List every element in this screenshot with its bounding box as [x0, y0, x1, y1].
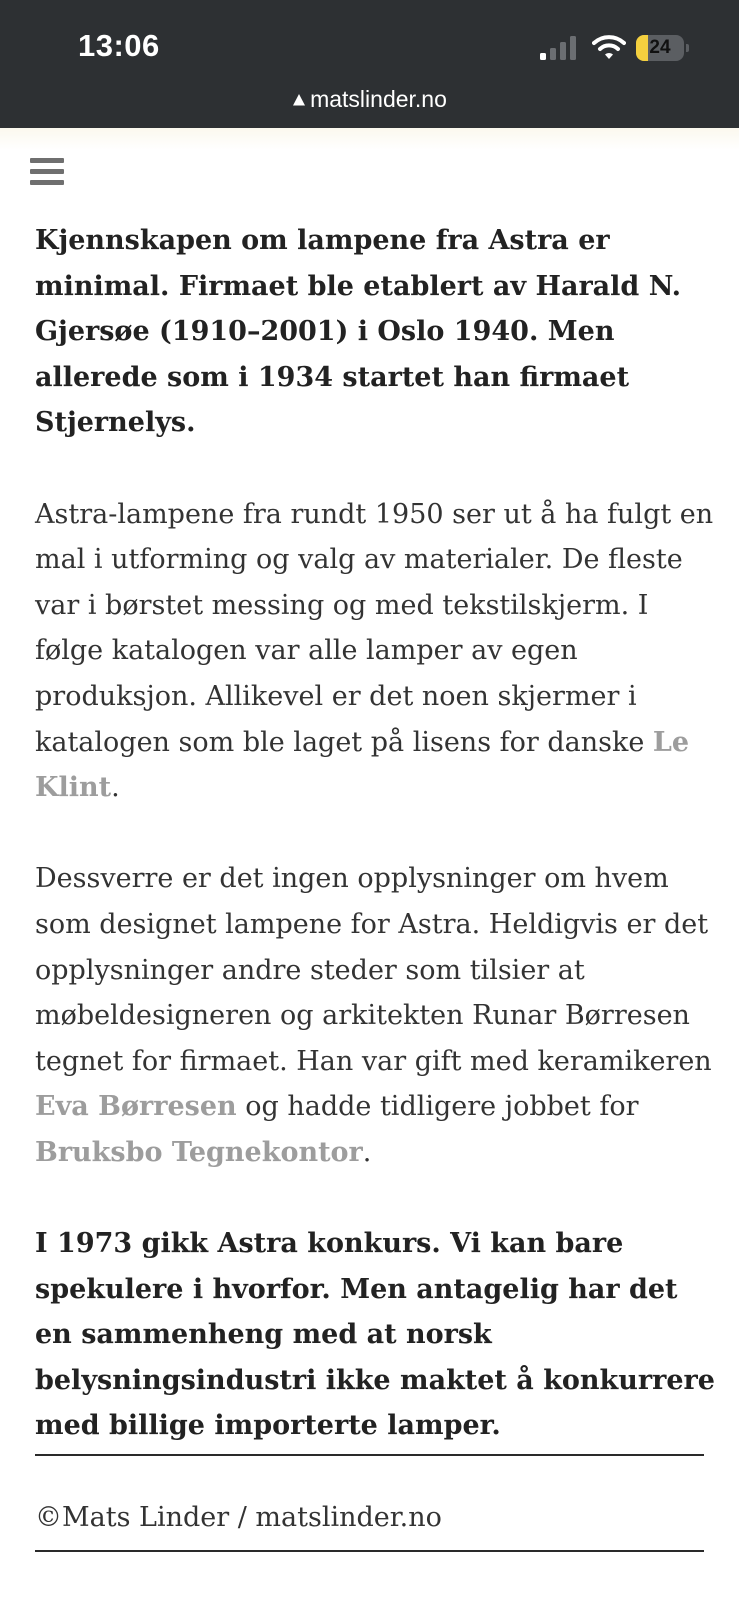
paragraph-designer: Dessverre er det ingen opplysninger om hvem som designet lampene for Astra. Heldigvis er det opplysninger andre steder som tilsier at møbeldesigneren og arkitekten Runar Børresen tegnet for firmaet. Han var gift med keramikeren Eva Børresen og hadde tidligere jobbet for Bruksbo Tegnekontor. [35, 863, 712, 1168]
link-eva-borresen[interactable]: Eva Børresen [35, 1091, 237, 1123]
status-bar [0, 0, 739, 128]
signal-icon [540, 36, 580, 60]
status-time: 13:06 [78, 28, 160, 63]
battery-icon [636, 35, 688, 61]
address-bar[interactable] [0, 86, 739, 113]
article-body [35, 218, 715, 1495]
paragraph-intro: Kjennskapen om lampene fra Astra er minimal. Firmaet ble etablert av Harald N. Gjersøe (1910–2001) i Oslo 1940. Men allerede som i 1934 startet han firmaet Stjernelys. [35, 225, 682, 439]
paragraph-bankruptcy: I 1973 gikk Astra konkurs. Vi kan bare spekulere i hvorfor. Men antagelig har det en sammenheng med at norsk belysningsindustri ikke maktet å konkurrere med billige importerte lamper. [35, 1228, 715, 1442]
page-top-fade [0, 128, 739, 150]
divider-top [35, 1454, 704, 1456]
copyright-footer: ©Mats Linder / matslinder.no [35, 1502, 442, 1533]
hamburger-menu-icon[interactable] [30, 158, 64, 186]
paragraph-design: Astra-lampene fra rundt 1950 ser ut å ha fulgt en mal i utforming og valg av materialer. De fleste var i børstet messing og med tekstilskjerm. I følge katalogen var alle lamper av egen produksjon. Allikevel er det noen skjermer i katalogen som ble laget på lisens for danske Le Klint. [35, 498, 714, 804]
link-le-klint[interactable]: Le Klint [35, 726, 690, 804]
url-text: matslinder.no [310, 86, 447, 112]
battery-level: 24 [649, 37, 671, 58]
link-bruksbo-tegnekontor[interactable]: Bruksbo Tegnekontor [35, 1136, 363, 1168]
wifi-icon [592, 34, 626, 60]
lock-icon [292, 93, 306, 107]
divider-bottom [35, 1550, 704, 1552]
